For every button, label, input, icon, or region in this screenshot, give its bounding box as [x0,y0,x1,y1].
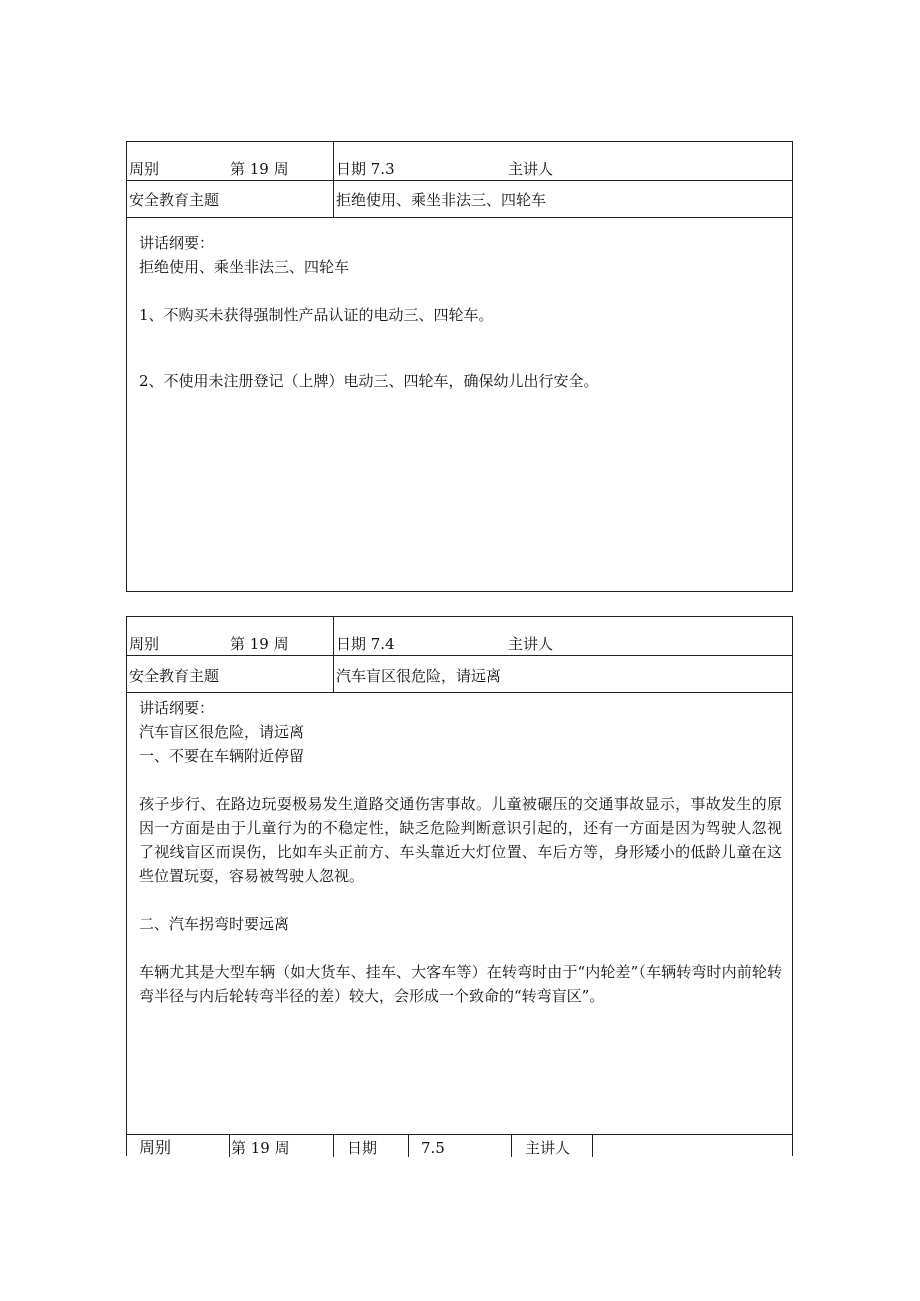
topic-value: 拒绝使用、乘坐非法三、四轮车 [336,191,547,209]
speaker-label: 主讲人 [508,160,554,178]
outline-title: 拒绝使用、乘坐非法三、四轮车 [139,258,350,276]
topic-row [127,181,792,218]
card-3-header-row [127,1135,792,1157]
outline-label: 讲话纲要： [139,699,215,717]
week-value: 第 19 周 [231,1139,290,1157]
week-label: 周别 [129,160,160,178]
outline-title: 汽车盲区很危险，请远离 [139,723,305,741]
section-1-title: 一、不要在车辆附近停留 [139,747,305,765]
topic-label: 安全教育主题 [129,191,220,209]
topic-label: 安全教育主题 [129,667,220,685]
date-label: 日期 7.3 [336,160,395,178]
outline-cell [127,693,792,1135]
week-value: 第 19 周 [230,160,289,178]
outline-item-1: 1、不购买未获得强制性产品认证的电动三、四轮车。 [139,306,494,324]
date-label: 日期 7.4 [336,635,395,653]
week-label: 周别 [129,635,160,653]
speaker-label: 主讲人 [508,635,554,653]
topic-value: 汽车盲区很危险，请远离 [336,667,502,685]
date-label: 日期 [347,1139,378,1157]
outline-item-2: 2、不使用未注册登记（上牌）电动三、四轮车，确保幼儿出行安全。 [139,372,599,390]
header-row [127,142,792,181]
topic-row [127,656,792,693]
week-value: 第 19 周 [230,635,289,653]
section-2-title: 二、汽车拐弯时要远离 [139,915,290,933]
outline-cell [127,218,792,591]
date-value: 7.5 [421,1139,445,1157]
speaker-label: 主讲人 [525,1139,571,1157]
week-label: 周别 [139,1138,172,1157]
header-row [127,617,792,656]
section-1-body: 孩子步行、在路边玩耍极易发生道路交通伤害事故。儿童被碾压的交通事故显示，事故发生的原因一方面是由于儿童行为的不稳定性，缺乏危险判断意识引起的，还有一方面是因为驾驶人忽视了视线盲区而误伤，比如车头正前方、车头靠近大灯位置、车后方等，身形矮小的低龄儿童在这些位置玩耍，容易被驾驶人忽视。 [139,795,782,885]
lesson-card-2 [126,616,793,1156]
outline-label: 讲话纲要： [139,234,215,252]
section-2-body: 车辆尤其是大型车辆（如大货车、挂车、大客车等）在转弯时由于“内轮差”（车辆转弯时内前轮转弯半径与内后轮转弯半径的差）较大，会形成一个致命的“转弯盲区”。 [139,963,782,1005]
lesson-card-1 [126,141,793,592]
